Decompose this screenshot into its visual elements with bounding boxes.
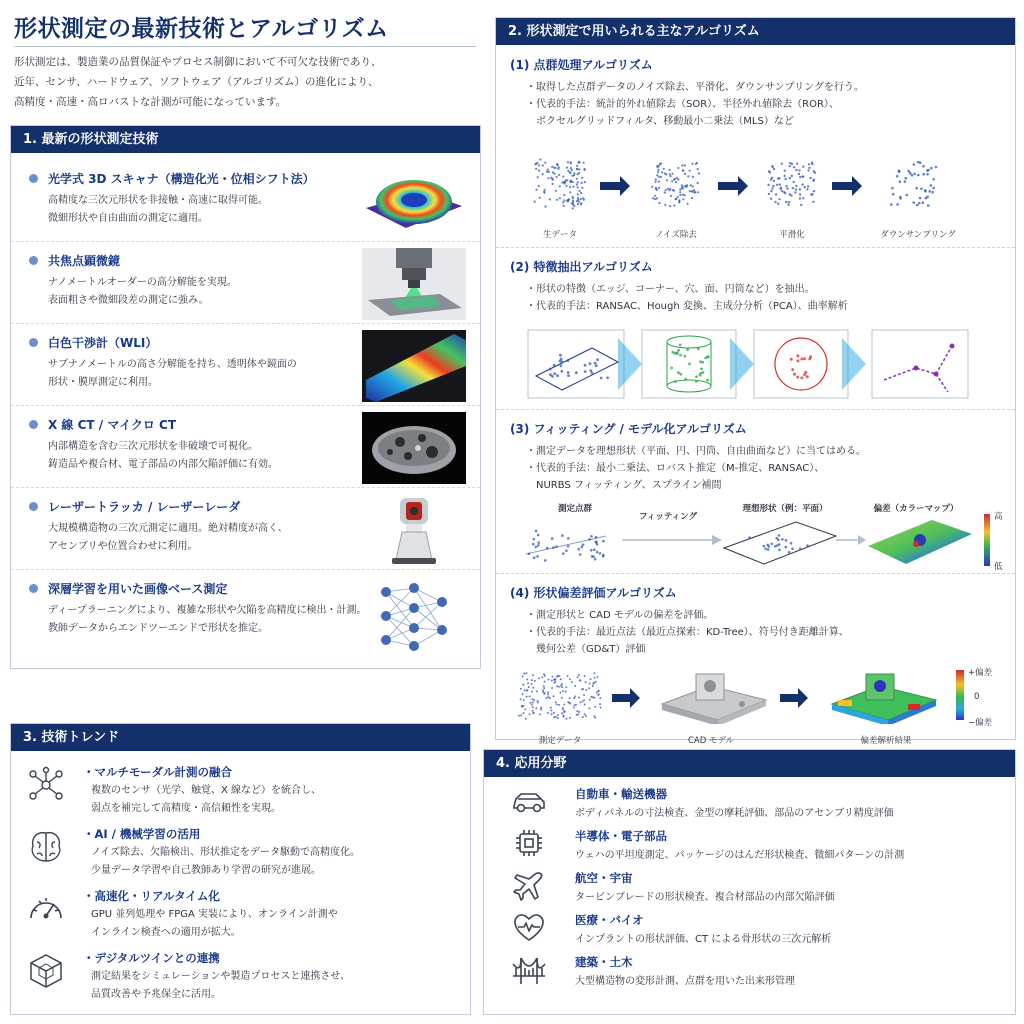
application-desc: ウェハの平坦度測定、パッケージのはんだ形状検査、微細パターンの計測 bbox=[575, 850, 905, 861]
diagram-label: 理想形状（例：平面） bbox=[742, 504, 828, 514]
scale-zero-label: 0 bbox=[974, 692, 980, 702]
tech-desc-line: 大規模構造物の三次元測定に適用。絶対精度が高く、 bbox=[48, 523, 288, 534]
step-label: 平滑化 bbox=[779, 230, 805, 240]
step-label: ダウンサンプリング bbox=[880, 230, 956, 240]
application-title: 航空・宇宙 bbox=[575, 871, 633, 885]
scale-low-label: 低 bbox=[994, 562, 1003, 572]
trend-multimodal bbox=[11, 762, 470, 824]
cube-icon bbox=[27, 952, 65, 990]
algo-bullet: 幾何公差（GD&T）評価 bbox=[526, 644, 646, 655]
algo-bullet: ・測定形状と CAD モデルの偏差を評価。 bbox=[526, 610, 714, 621]
tech-desc-line: 内部構造を含む三次元形状を非破壊で可視化。 bbox=[48, 441, 258, 452]
tech-title: 共焦点顕微鏡 bbox=[48, 254, 121, 268]
tech-desc bbox=[48, 356, 297, 392]
bullet-dot-icon bbox=[29, 502, 38, 511]
chip-icon bbox=[512, 828, 546, 860]
tech-desc bbox=[48, 602, 367, 638]
confocal-microscope-image bbox=[362, 248, 466, 320]
application-title: 医療・バイオ bbox=[575, 913, 644, 927]
tech-desc-line: 高精度な三次元形状を非接触・高速に取得可能。 bbox=[48, 195, 268, 206]
trend-desc-line: 弱点を補完して高精度・高信頼性を実現。 bbox=[91, 803, 281, 814]
application-desc: ボディパネルの寸法検査、金型の摩耗評価、部品のアセンブリ精度評価 bbox=[575, 808, 894, 819]
tech-title: X 線 CT / マイクロ CT bbox=[48, 418, 177, 432]
algo-title: (1) 点群処理アルゴリズム bbox=[510, 58, 653, 72]
bullet-dot-icon bbox=[29, 338, 38, 347]
algo-bullet: ボクセルグリッドフィルタ、移動最小二乗法（MLS）など bbox=[526, 116, 794, 127]
diagram-label: 測定データ bbox=[538, 736, 582, 746]
trend-desc bbox=[91, 906, 338, 942]
tech-desc bbox=[48, 438, 278, 474]
algo-point-cloud bbox=[496, 46, 1015, 248]
application-desc: タービンブレードの形状検査、複合材部品の内部欠陥評価 bbox=[575, 892, 835, 903]
neural-network-image bbox=[362, 580, 466, 652]
wli-heatmap-image bbox=[362, 330, 466, 402]
bullet-dot-icon bbox=[29, 420, 38, 429]
trend-desc bbox=[91, 968, 350, 1004]
trend-realtime bbox=[11, 886, 470, 948]
title-divider bbox=[14, 46, 476, 47]
trend-digital-twin bbox=[11, 948, 470, 1010]
section-technology-trends bbox=[10, 723, 471, 1015]
tech-item-xray-ct bbox=[11, 406, 480, 488]
application-title: 建築・土木 bbox=[575, 955, 633, 969]
section-latest-technologies bbox=[10, 125, 481, 669]
section-heading: 4. 応用分野 bbox=[484, 750, 1015, 777]
algo-bullet: ・代表的手法：最小二乗法、ロバスト推定（M-推定、RANSAC）、 bbox=[526, 463, 825, 474]
intro-line: 形状測定は、製造業の品質保証やプロセス制御において不可欠な技術であり、 bbox=[14, 56, 382, 68]
trend-desc-line: 測定結果をシミュレーションや製造プロセスと連携させ、 bbox=[91, 971, 351, 982]
denoised-point-cloud-icon bbox=[651, 162, 700, 207]
application-title: 半導体・電子部品 bbox=[575, 829, 667, 843]
tech-desc bbox=[48, 274, 237, 310]
diagram-label: CAD モデル bbox=[687, 736, 735, 746]
algo-title: (3) フィッティング / モデル化アルゴリズム bbox=[510, 422, 747, 436]
tech-desc-line: ナノメートルオーダーの高分解能を実現。 bbox=[48, 277, 237, 288]
application-medical bbox=[484, 910, 1015, 950]
algo-bullet: ・測定データを理想形状（平面、円、円筒、自由曲面など）に当てはめる。 bbox=[526, 446, 866, 457]
trend-title: ・マルチモーダル計測の融合 bbox=[83, 765, 233, 779]
application-automotive bbox=[484, 784, 1015, 824]
scale-plus-label: +偏差 bbox=[968, 668, 993, 678]
laser-tracker-image bbox=[362, 494, 466, 566]
algo-bullet: ・取得した点群データのノイズ除去、平滑化、ダウンサンプリングを行う。 bbox=[526, 82, 864, 93]
tech-desc bbox=[48, 520, 288, 556]
application-semiconductor bbox=[484, 826, 1015, 866]
trend-desc-line: 少量データ学習や自己教師あり学習の研究が進展。 bbox=[91, 865, 321, 876]
diagram-label: 偏差解析結果 bbox=[860, 736, 912, 746]
algo-bullet: ・代表的手法：最近点法（最近点探索：KD-Tree）、符号付き距離計算、 bbox=[526, 627, 849, 638]
deviation-diagram bbox=[496, 668, 1017, 724]
page-title: 形状測定の最新技術とアルゴリズム bbox=[14, 16, 389, 42]
tech-title: レーザートラッカ / レーザーレーダ bbox=[48, 500, 241, 514]
network-icon bbox=[27, 766, 65, 804]
airplane-icon bbox=[512, 870, 546, 902]
scale-minus-label: −偏差 bbox=[968, 718, 993, 728]
algo-deviation bbox=[496, 574, 1015, 746]
trend-desc-line: GPU 並列処理や FPGA 実装により、オンライン計測や bbox=[91, 909, 338, 920]
section-applications bbox=[483, 749, 1016, 1015]
tech-item-laser-tracker bbox=[11, 488, 480, 570]
trend-desc bbox=[91, 844, 360, 880]
diagram-label: 測定点群 bbox=[557, 504, 592, 514]
intro-line: 近年、センサ、ハードウェア、ソフトウェア（アルゴリズム）の進化により、 bbox=[14, 76, 379, 88]
algo-title: (2) 特徴抽出アルゴリズム bbox=[510, 260, 653, 274]
tech-desc bbox=[48, 192, 268, 228]
car-icon bbox=[512, 786, 546, 818]
diagram-label: フィッティング bbox=[639, 512, 697, 522]
raw-point-cloud-icon bbox=[534, 158, 586, 209]
tech-desc-line: 鋳造品や複合材、電子部品の内部欠陥評価に有効。 bbox=[48, 459, 278, 470]
tech-item-deep-learning bbox=[11, 570, 480, 652]
smoothed-point-cloud-icon bbox=[767, 161, 816, 206]
algo-bullet: NURBS フィッティング、スプライン補間 bbox=[526, 480, 722, 491]
tech-item-wli bbox=[11, 324, 480, 406]
bridge-icon bbox=[512, 954, 546, 986]
tech-desc-line: 微細形状や自由曲面の測定に適用。 bbox=[48, 213, 208, 224]
ct-scan-image bbox=[362, 412, 466, 484]
tech-title: 光学式 3D スキャナ（構造化光・位相シフト法） bbox=[48, 172, 315, 186]
section-algorithms bbox=[495, 17, 1016, 746]
application-construction bbox=[484, 952, 1015, 992]
section-heading: 1. 最新の形状測定技術 bbox=[11, 126, 480, 153]
algo-feature-extraction bbox=[496, 248, 1015, 410]
trend-title: ・高速化・リアルタイム化 bbox=[83, 889, 220, 903]
trend-desc-line: 品質改善や予兆保全に活用。 bbox=[91, 989, 221, 1000]
brain-icon bbox=[27, 828, 65, 866]
bullet-dot-icon bbox=[29, 174, 38, 183]
tech-desc-line: 表面粗さや微細段差の測定に強み。 bbox=[48, 295, 209, 306]
arrow-icon bbox=[600, 176, 862, 196]
tech-desc-line: 形状・膜厚測定に利用。 bbox=[48, 377, 158, 388]
application-aerospace bbox=[484, 868, 1015, 908]
tech-item-3d-scanner bbox=[11, 160, 480, 242]
trend-ai bbox=[11, 824, 470, 886]
scale-high-label: 高 bbox=[994, 512, 1003, 522]
step-label: 生データ bbox=[542, 230, 577, 240]
tech-desc-line: ディープラーニングにより、複雑な形状や欠陥を高精度に検出・計測。 bbox=[48, 605, 367, 616]
algo-title: (4) 形状偏差評価アルゴリズム bbox=[510, 586, 677, 600]
trend-desc-line: ノイズ除去、欠陥検出、形状推定をデータ駆動で高精度化。 bbox=[91, 847, 360, 858]
diagram-label: 偏差（カラーマップ） bbox=[873, 504, 959, 514]
intro-line: 高精度・高速・高ロバストな計測が可能になっています。 bbox=[14, 96, 287, 108]
speedometer-icon bbox=[27, 890, 65, 928]
step-label: ノイズ除去 bbox=[655, 230, 697, 240]
tech-title: 深層学習を用いた画像ベース測定 bbox=[48, 582, 228, 596]
algo-bullet: ・代表的手法：統計的外れ値除去（SOR）、半径外れ値除去（ROR）、 bbox=[526, 99, 839, 110]
intro-text bbox=[14, 52, 482, 112]
tech-title: 白色干渉計（WLI） bbox=[48, 336, 158, 350]
point-cloud-pipeline-diagram bbox=[496, 146, 1017, 228]
feature-extraction-diagram bbox=[496, 328, 1017, 400]
bullet-dot-icon bbox=[29, 256, 38, 265]
tech-item-confocal bbox=[11, 242, 480, 324]
algo-bullet: ・代表的手法：RANSAC、Hough 変換、主成分分析（PCA）、曲率解析 bbox=[526, 301, 848, 312]
tech-desc-line: アセンブリや位置合わせに利用。 bbox=[48, 541, 198, 552]
algo-bullet: ・形状の特徴（エッジ、コーナー、穴、面、円筒など）を抽出。 bbox=[526, 284, 815, 295]
application-title: 自動車・輸送機器 bbox=[575, 787, 667, 801]
section-heading: 2. 形状測定で用いられる主なアルゴリズム bbox=[496, 18, 1015, 45]
application-desc: 大型構造物の変形計測、点群を用いた出来形管理 bbox=[575, 976, 795, 987]
trend-title: ・デジタルツインとの連携 bbox=[83, 951, 220, 965]
heart-icon bbox=[512, 912, 546, 944]
algo-fitting bbox=[496, 410, 1015, 574]
fitting-diagram bbox=[496, 514, 1017, 570]
application-desc: インプラントの形状評価、CT による骨形状の三次元解析 bbox=[575, 934, 832, 945]
trend-desc bbox=[91, 782, 321, 818]
trend-desc-line: 複数のセンサ（光学、触覚、X 線など）を統合し、 bbox=[91, 785, 322, 796]
tech-desc-line: 教師データからエンドツーエンドで形状を推定。 bbox=[48, 623, 268, 634]
tech-desc-line: サブナノメートルの高さ分解能を持ち、透明体や鏡面の bbox=[48, 359, 297, 370]
trend-title: ・AI / 機械学習の活用 bbox=[83, 827, 201, 841]
3d-scan-heatmap-image bbox=[362, 166, 466, 238]
bullet-dot-icon bbox=[29, 584, 38, 593]
section-heading: 3. 技術トレンド bbox=[11, 724, 470, 751]
downsampled-point-cloud-icon bbox=[890, 161, 937, 207]
trend-desc-line: インライン検査への適用が拡大。 bbox=[91, 927, 241, 938]
